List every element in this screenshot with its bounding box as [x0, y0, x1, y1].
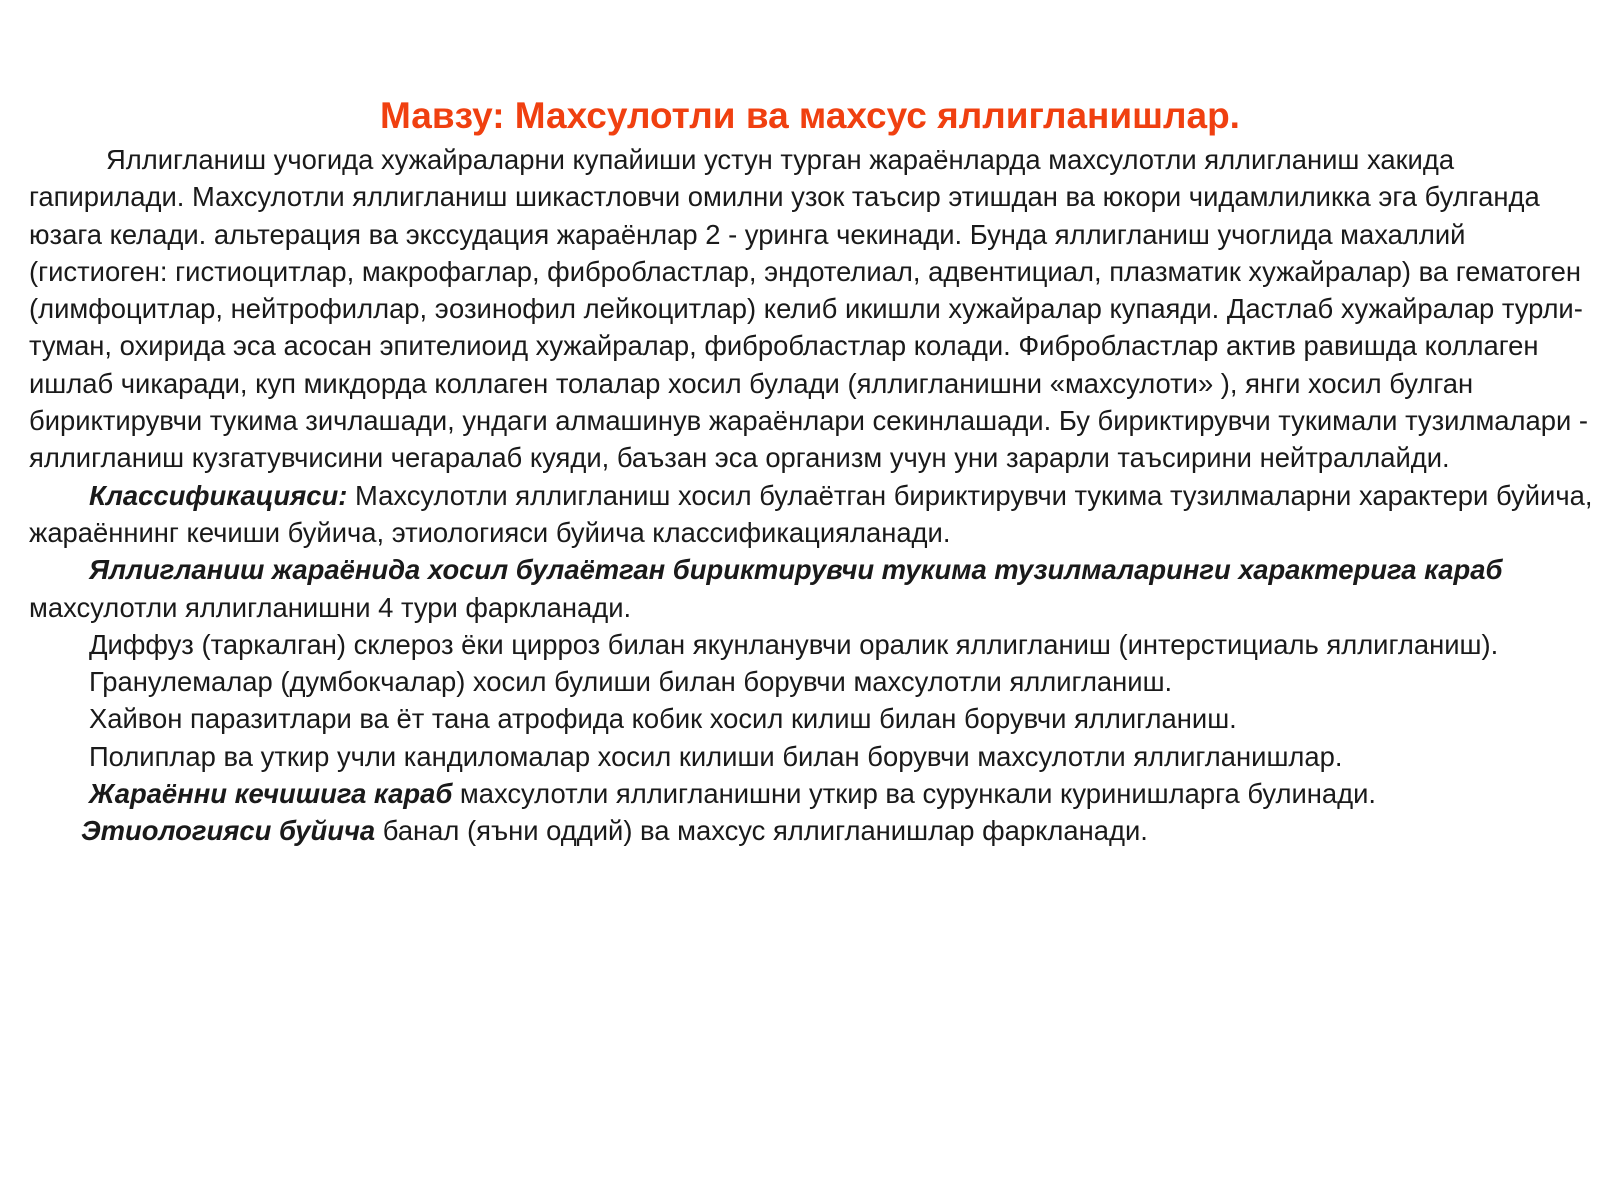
- by-etiology-paragraph: [29, 812, 1595, 849]
- intro-paragraph: Яллигланиш учогида хужайраларни купайиши устун турган жараёнларда махсулотли яллигланиш хакида гапирилади. Махсулотли яллигланиш шикастловчи омилни узок таъсир этишдан ва юкори чидамлиликка эга булганда юзага келади. альтерация ва экссудация жараёнлар 2 - уринга чекинади. Бунда яллигланиш учоглида махаллий (гистиоген: гистиоцитлар, макрофаглар, фибробластлар, эндотелиал, адвентициал, плазматик хужайралар) ва гематоген (лимфоцитлар, нейтрофиллар, эозинофил лейкоцитлар) келиб икишли хужайралар купаяди. Дастлаб хужайралар турли-туман, охирида эса асосан эпителиоид хужайралар, фибробластлар колади. Фибробластлар актив равишда коллаген ишлаб чикаради, куп микдорда коллаген толалар хосил булади (яллигланишни «махсулоти» ), янги хосил булган бириктирувчи тукима зичлашади, ундаги алмашинув жараёнлари секинлашади. Бу бириктирувчи тукимали тузилмалари - яллигланиш кузгатувчисини чегаралаб куяди, баъзан эса организм учун уни зарарли таъсирини нейтраллайди.: [29, 144, 1589, 474]
- slide-body: [29, 141, 1595, 850]
- by-course-paragraph: [29, 775, 1595, 812]
- by-course-label: Жараённи кечишига караб: [89, 778, 453, 810]
- type-polyps-paragraph: Полиплар ва уткир учли кандиломалар хосил килиши билан борувчи махсулотли яллигланишлар.: [89, 740, 1343, 772]
- by-character-paragraph: [29, 551, 1595, 626]
- slide-title: Мавзу: Махсулотли ва махсус яллигланишлар.: [380, 95, 1240, 136]
- classification-text: Махсулотли яллигланиш хосил булаётган бириктирувчи тукима тузилмаларни характери буйича, жараённинг кечиши буйича, этиологияси буйича классификацияланади.: [29, 479, 1593, 548]
- by-character-text: махсулотли яллигланишни 4 тури фаркланади.: [29, 591, 632, 623]
- type-granuloma-paragraph: Гранулемалар (думбокчалар) хосил булиши билан борувчи махсулотли яллигланиш.: [89, 666, 1173, 698]
- by-course-text: махсулотли яллигланишни уткир ва сурункали куринишларга булинади.: [452, 778, 1377, 810]
- type-diffuse-paragraph: Диффуз (таркалган) склероз ёки цирроз билан якунланувчи оралик яллигланиш (интерстициаль яллигланиш).: [89, 628, 1499, 660]
- by-character-label: Яллигланиш жараёнида хосил булаётган бириктирувчи тукима тузилмаларинги характерига караб: [89, 554, 1503, 586]
- classification-paragraph: [29, 477, 1595, 552]
- type-parasites-paragraph: Хайвон паразитлари ва ёт тана атрофида кобик хосил килиш билан борувчи яллигланиш.: [89, 703, 1237, 735]
- classification-label: Классификацияси:: [89, 479, 348, 511]
- by-etiology-label: Этиологияси буйича: [81, 815, 376, 847]
- by-etiology-text: банал (яъни оддий) ва махсус яллигланишлар фаркланади.: [375, 815, 1148, 847]
